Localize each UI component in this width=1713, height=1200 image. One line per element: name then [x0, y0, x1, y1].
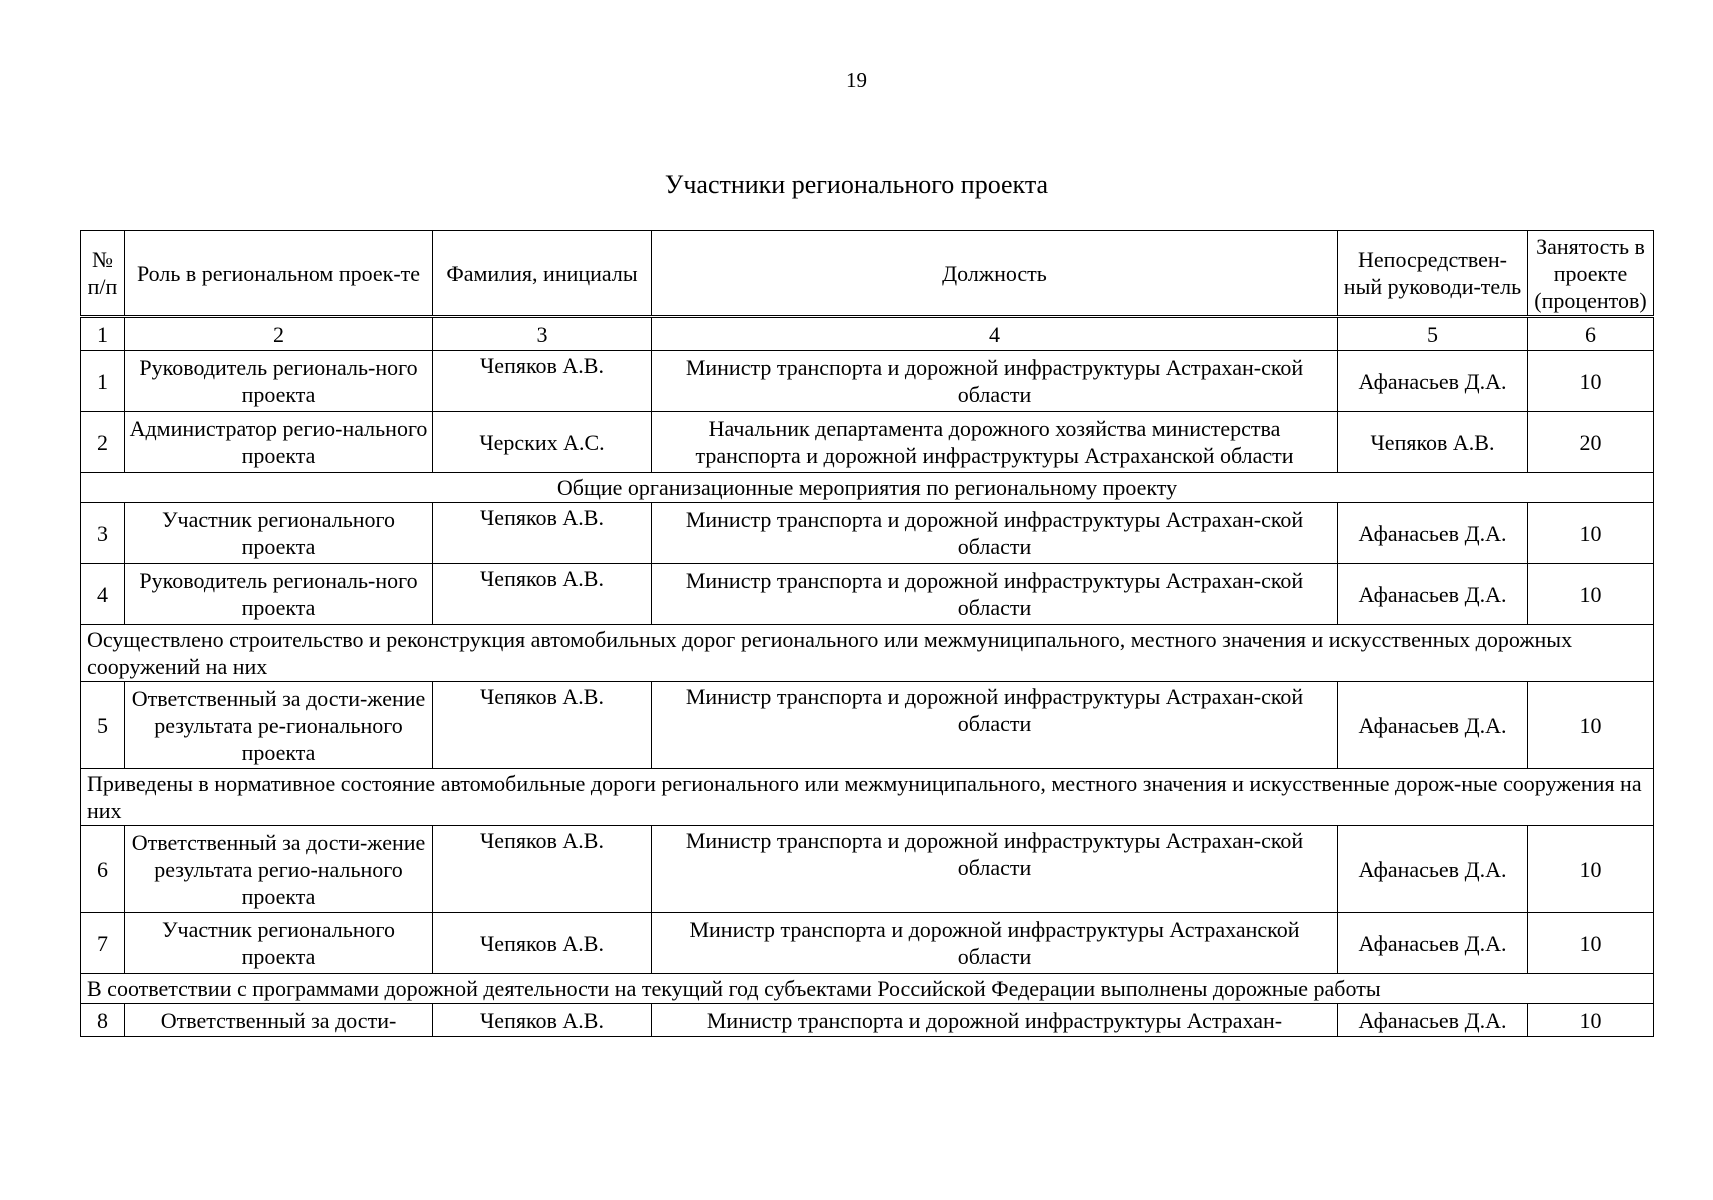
row-manager: Афанасьев Д.А. — [1338, 913, 1528, 974]
section-heading: Приведены в нормативное состояние автомобильные дороги регионального или межмуниципального, местного значения и искусственные дорож-ные сооружения на них — [81, 769, 1654, 826]
row-manager: Афанасьев Д.А. — [1338, 564, 1528, 625]
row-position: Министр транспорта и дорожной инфраструктуры Астрахан-ской области — [652, 351, 1338, 412]
column-number: 1 — [81, 317, 125, 351]
section-heading: Общие организационные мероприятия по региональному проекту — [81, 473, 1654, 503]
column-number-row — [81, 317, 1654, 351]
row-load: 10 — [1528, 682, 1654, 769]
row-manager: Афанасьев Д.А. — [1338, 351, 1528, 412]
row-name: Чепяков А.В. — [433, 564, 652, 625]
table-row — [81, 682, 1654, 769]
row-number: 5 — [81, 682, 125, 769]
header-position: Должность — [652, 231, 1338, 317]
row-position: Министр транспорта и дорожной инфраструктуры Астрахан-ской области — [652, 564, 1338, 625]
section-row — [81, 473, 1654, 503]
row-role: Участник регионального проекта — [125, 913, 433, 974]
row-position: Начальник департамента дорожного хозяйства министерства транспорта и дорожной инфраструктуры Астраханской области — [652, 412, 1338, 473]
row-number: 3 — [81, 503, 125, 564]
row-number: 6 — [81, 826, 125, 913]
header-load: Занятость в проекте (процентов) — [1528, 231, 1654, 317]
column-number: 2 — [125, 317, 433, 351]
table-row — [81, 913, 1654, 974]
row-load: 10 — [1528, 826, 1654, 913]
section-heading: Осуществлено строительство и реконструкция автомобильных дорог регионального или межмуниципального, местного значения и искусственных дорожных сооружений на них — [81, 625, 1654, 682]
table-row — [81, 412, 1654, 473]
row-manager: Афанасьев Д.А. — [1338, 826, 1528, 913]
row-name: Черских А.С. — [433, 412, 652, 473]
participants-table — [80, 230, 1654, 1037]
section-heading: В соответствии с программами дорожной деятельности на текущий год субъектами Российской Федерации выполнены дорожные работы — [81, 974, 1654, 1004]
row-number: 1 — [81, 351, 125, 412]
row-role: Администратор регио-нального проекта — [125, 412, 433, 473]
column-number: 4 — [652, 317, 1338, 351]
row-manager: Чепяков А.В. — [1338, 412, 1528, 473]
row-number: 4 — [81, 564, 125, 625]
row-number: 8 — [81, 1004, 125, 1037]
row-role: Ответственный за дости-жение результата ре-гионального проекта — [125, 682, 433, 769]
row-name: Чепяков А.В. — [433, 682, 652, 769]
row-load: 20 — [1528, 412, 1654, 473]
row-role: Участник регионального проекта — [125, 503, 433, 564]
row-load: 10 — [1528, 1004, 1654, 1037]
row-role: Ответственный за дости-жение результата регио-нального проекта — [125, 826, 433, 913]
row-number: 7 — [81, 913, 125, 974]
row-manager: Афанасьев Д.А. — [1338, 1004, 1528, 1037]
row-manager: Афанасьев Д.А. — [1338, 503, 1528, 564]
row-role: Ответственный за дости- — [125, 1004, 433, 1037]
row-position: Министр транспорта и дорожной инфраструктуры Астраханской области — [652, 913, 1338, 974]
column-number: 5 — [1338, 317, 1528, 351]
row-position: Министр транспорта и дорожной инфраструктуры Астрахан-ской области — [652, 682, 1338, 769]
row-position: Министр транспорта и дорожной инфраструктуры Астрахан-ской области — [652, 826, 1338, 913]
column-number: 6 — [1528, 317, 1654, 351]
row-name: Чепяков А.В. — [433, 1004, 652, 1037]
row-position: Министр транспорта и дорожной инфраструктуры Астрахан-ской области — [652, 503, 1338, 564]
row-load: 10 — [1528, 564, 1654, 625]
section-row — [81, 625, 1654, 682]
table-row — [81, 351, 1654, 412]
column-number: 3 — [433, 317, 652, 351]
table-row — [81, 503, 1654, 564]
row-load: 10 — [1528, 913, 1654, 974]
row-role: Руководитель региональ-ного проекта — [125, 564, 433, 625]
row-name: Чепяков А.В. — [433, 351, 652, 412]
table-row — [81, 826, 1654, 913]
row-number: 2 — [81, 412, 125, 473]
row-role: Руководитель региональ-ного проекта — [125, 351, 433, 412]
row-manager: Афанасьев Д.А. — [1338, 682, 1528, 769]
row-load: 10 — [1528, 503, 1654, 564]
row-name: Чепяков А.В. — [433, 826, 652, 913]
row-load: 10 — [1528, 351, 1654, 412]
section-row — [81, 974, 1654, 1004]
header-manager: Непосредствен-ный руководи-тель — [1338, 231, 1528, 317]
page-number: 19 — [846, 68, 867, 92]
row-name: Чепяков А.В. — [433, 503, 652, 564]
header-number: № п/п — [81, 231, 125, 317]
row-position: Министр транспорта и дорожной инфраструктуры Астрахан- — [652, 1004, 1338, 1037]
header-role: Роль в региональном проек-те — [125, 231, 433, 317]
header-name: Фамилия, инициалы — [433, 231, 652, 317]
table-row — [81, 1004, 1654, 1037]
table-row — [81, 564, 1654, 625]
row-name: Чепяков А.В. — [433, 913, 652, 974]
section-row — [81, 769, 1654, 826]
document-title: Участники регионального проекта — [664, 170, 1049, 199]
table-header-row — [81, 231, 1654, 317]
